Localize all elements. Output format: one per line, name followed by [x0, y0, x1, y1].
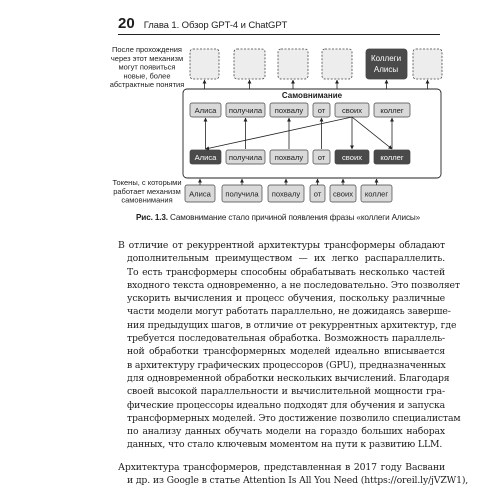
- mid-token-label: от: [317, 153, 326, 162]
- attention-token-label: похвалу: [274, 106, 304, 115]
- input-token-label: своих: [332, 189, 354, 199]
- text-line: То есть трансформеры способны обрабатывать несколько частей: [127, 266, 445, 278]
- abstract-concept-slot: [413, 49, 442, 79]
- mid-token-label: Алиса: [194, 153, 217, 162]
- attention-token-label: получила: [228, 106, 263, 115]
- figure-caption-text: Самовнимание стало причиной появления фразы «коллеги Алисы»: [170, 213, 421, 222]
- input-token-label: получила: [225, 189, 259, 199]
- attention-token-label: Алиса: [194, 106, 217, 115]
- self-attention-title: Самовнимание: [281, 91, 343, 100]
- attention-token-label: коллег: [380, 106, 404, 115]
- abstract-concept-slot: [278, 49, 308, 79]
- text-line: дополнительным преимуществом — их легко распараллелить.: [127, 253, 445, 265]
- self-attention-diagram: [0, 0, 500, 215]
- text-line: данных, что стало ключевым моментом на пути к развитию LLM.: [127, 439, 443, 451]
- abstract-concept-slot: [190, 49, 219, 79]
- text-line: ния предыдущих шагов, в отличие от рекуррентных архитектур, где: [127, 319, 457, 331]
- text-line: ускорить вычисления и процесс обучения, поскольку различные: [127, 293, 445, 305]
- paragraph-architecture: [118, 461, 469, 488]
- text-line: ной обработки трансформерных моделей идеально вписывается: [127, 346, 445, 358]
- mid-token-label: получила: [228, 153, 263, 162]
- text-line: В отличие от рекуррентной архитектуры трансформеры обладают: [118, 240, 445, 251]
- attention-token-label: от: [317, 106, 326, 115]
- text-line: фические процессоры идеально подходят для обучения и запуска: [127, 399, 446, 411]
- paragraph-parallelism: [118, 239, 461, 452]
- text-line: Архитектура трансформеров, представленная в 2017 году Васвани: [118, 462, 445, 473]
- chapter-title: Глава 1. Обзор GPT-4 и ChatGPT: [143, 20, 288, 31]
- top-note-line: через этот механизм: [110, 53, 184, 63]
- input-token-label: от: [313, 189, 322, 199]
- input-token-label: похвалу: [271, 189, 301, 199]
- text-line: части модели могут работать параллельно, не дожидаясь заверше-: [127, 306, 451, 318]
- abstract-concept-slot: [234, 49, 265, 79]
- text-line: своей высокой параллельности и вычислительной мощности гра-: [127, 386, 445, 398]
- self-attention-box: [183, 89, 441, 178]
- text-line: по анализу данных обучать модели на гораздо больших наборах: [127, 426, 445, 438]
- text-line: и др. из Google в статье Attention Is All You Need (https://oreil.ly/jVZW1),: [127, 475, 469, 487]
- bottom-note-line: самовнимания: [121, 195, 173, 205]
- top-note-line: могут появиться: [118, 62, 176, 72]
- page-number: 20: [118, 15, 135, 32]
- top-note-line: новые, более: [123, 71, 171, 81]
- figure-caption: [136, 213, 420, 222]
- bottom-note-line: Токены, с которыми: [112, 178, 182, 187]
- mid-token-label: коллег: [380, 153, 404, 162]
- text-line: для одновременной обработки нескольких вычислений. Благодаря: [127, 372, 450, 384]
- bottom-note-line: работает механизм: [113, 186, 181, 196]
- highlight-token-line1: Коллеги: [370, 54, 402, 63]
- top-note-line: После прохождения: [112, 45, 182, 54]
- text-line: требуется последовательная обработка. Возможность параллель-: [127, 333, 445, 345]
- abstract-concept-slot: [322, 49, 352, 79]
- input-token-label: коллег: [364, 189, 389, 199]
- mid-token-label: своих: [341, 153, 363, 162]
- top-note-line: абстрактные понятия: [109, 80, 185, 90]
- figure-number: Рис. 1.3.: [136, 213, 168, 222]
- text-line: в архитектуру графических процессоров (GPU), предназначенных: [127, 359, 446, 371]
- text-line: трансформерных моделей. Это достижение позволило специалистам: [127, 412, 461, 424]
- mid-token-label: похвалу: [274, 153, 304, 162]
- input-token-label: Алиса: [189, 189, 211, 199]
- text-line: входного текста одновременно, а не последовательно. Это позволяет: [127, 279, 460, 291]
- highlight-token-line2: Алисы: [373, 65, 399, 74]
- attention-token-label: своих: [341, 106, 363, 115]
